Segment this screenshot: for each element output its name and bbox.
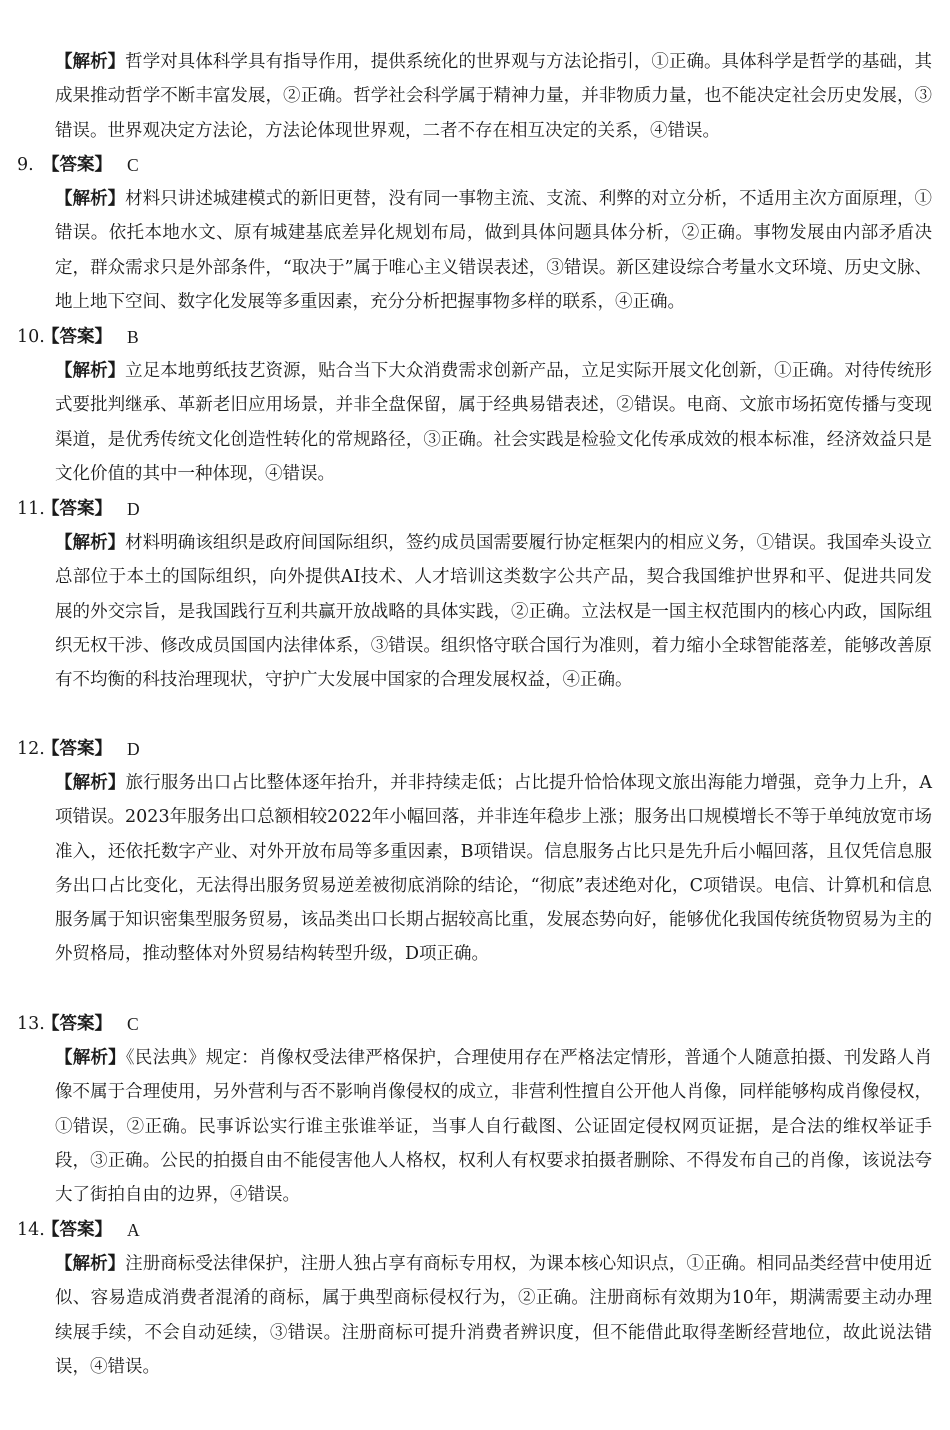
question-11 <box>0 492 950 697</box>
answer-value: D <box>127 499 140 519</box>
analysis-text: 材料只讲述城建模式的新旧更替，没有同一事物主流、支流、利弊的对立分析，不适用主次方面原理，①错误。依托本地水文、原有城建基底差异化规划布局，做到具体问题具体分析，②正确。事物发展由内部矛盾决定，群众需求只是外部条件，“取决于”属于唯心主义错误表述，③错误。新区建设综合考量水文环境、历史文脉、地上地下空间、数字化发展等多重因素，充分分析把握事物多样的联系，④正确。 <box>55 189 933 312</box>
analysis-text: 哲学对具体科学具有指导作用，提供系统化的世界观与方法论指引，①正确。具体科学是哲学的基础，其成果推动哲学不断丰富发展，②正确。哲学社会科学属于精神力量，并非物质力量，也不能决定社会历史发展，③错误。世界观决定方法论，方法论体现世界观，二者不存在相互决定的关系，④错误。 <box>55 52 933 141</box>
analysis-tag: 【解析】 <box>55 773 126 793</box>
answer-value: A <box>127 1220 140 1240</box>
analysis-tag: 【解析】 <box>55 533 126 553</box>
analysis-text: 立足本地剪纸技艺资源，贴合当下大众消费需求创新产品，立足实际开展文化创新，①正确。对待传统形式要批判继承、革新老旧应用场景，并非全盘保留，属于经典易错表述，②错误。电商、文旅市场拓宽传播与变现渠道，是优秀传统文化创造性转化的常规路径，③正确。社会实践是检验文化传承成效的根本标准，经济效益只是文化价值的其中一种体现，④错误。 <box>55 361 933 484</box>
analysis-text: 旅行服务出口占比整体逐年抬升，并非持续走低；占比提升恰恰体现文旅出海能力增强，竞争力上升，A项错误。2023年服务出口总额相较2022年小幅回落，并非连年稳步上涨；服务出口规模增长不等于单纯放宽市场准入，还依托数字产业、对外开放布局等多重因素，B项错误。信息服务占比只是先升后小幅回落，且仅凭信息服务出口占比变化，无法得出服务贸易逆差被彻底消除的结论，“彻底”表述绝对化，C项错误。电信、计算机和信息服务属于知识密集型服务贸易，该品类出口长期占据较高比重，发展态势向好，能够优化我国传统货物贸易为主的外贸格局，推动整体对外贸易结构转型升级，D项正确。 <box>55 773 932 965</box>
analysis-tag: 【解析】 <box>55 1254 126 1274</box>
answer-line <box>0 492 950 526</box>
answer-tag: 【答案】 <box>42 327 112 347</box>
analysis-paragraph <box>55 45 932 148</box>
analysis-paragraph <box>55 766 932 972</box>
analysis-paragraph <box>55 1247 932 1384</box>
answer-value: C <box>127 155 139 175</box>
answer-tag: 【答案】 <box>42 499 112 519</box>
analysis-text: 《民法典》规定：肖像权受法律严格保护，合理使用存在严格法定情形，普通个人随意拍摄、刊发路人肖像不属于合理使用，另外营利与否不影响肖像侵权的成立，非营利性擅自公开他人肖像，同样能够构成肖像侵权，①错误，②正确。民事诉讼实行谁主张谁举证，当事人自行截图、公证固定侵权网页证据，是合法的维权举证手段，③正确。公民的拍摄自由不能侵害他人人格权，权利人有权要求拍摄者删除、不得发布自己的肖像，该说法夸大了街拍自由的边界，④错误。 <box>55 1048 933 1206</box>
answer-value: C <box>127 1014 139 1034</box>
question-9 <box>0 148 950 319</box>
question-14 <box>0 1213 950 1384</box>
answer-tag: 【答案】 <box>42 155 112 175</box>
analysis-tag: 【解析】 <box>55 1048 126 1068</box>
answer-line <box>0 148 950 182</box>
answer-line <box>0 1007 950 1041</box>
analysis-paragraph <box>55 182 932 319</box>
answer-tag: 【答案】 <box>42 1014 112 1034</box>
question-number: 14. <box>17 1220 45 1240</box>
analysis-tag: 【解析】 <box>55 52 126 72</box>
question-number: 11. <box>17 499 45 519</box>
answer-line <box>0 1213 950 1247</box>
analysis-block-8 <box>0 45 950 148</box>
question-number: 13. <box>17 1014 45 1034</box>
answer-tag: 【答案】 <box>42 1220 112 1240</box>
analysis-tag: 【解析】 <box>55 189 126 209</box>
analysis-paragraph <box>55 354 932 491</box>
analysis-tag: 【解析】 <box>55 361 126 381</box>
question-13 <box>0 1007 950 1212</box>
question-12 <box>0 732 950 972</box>
analysis-paragraph <box>55 1041 932 1212</box>
answer-line <box>0 732 950 766</box>
analysis-paragraph <box>55 526 932 697</box>
question-number: 9. <box>17 155 34 175</box>
question-number: 10. <box>17 327 45 347</box>
answer-line <box>0 320 950 354</box>
answer-value: B <box>127 327 139 347</box>
analysis-text: 材料明确该组织是政府间国际组织，签约成员国需要履行协定框架内的相应义务，①错误。我国牵头设立总部位于本土的国际组织，向外提供AI技术、人才培训这类数字公共产品，契合我国维护世界和平、促进共同发展的外交宗旨，是我国践行互利共赢开放战略的具体实践，②正确。立法权是一国主权范围内的核心内政，国际组织无权干涉、修改成员国国内法律体系，③错误。组织恪守联合国行为准则，着力缩小全球智能落差，能够改善原有不均衡的科技治理现状，守护广大发展中国家的合理发展权益，④正确。 <box>55 533 933 691</box>
analysis-text: 注册商标受法律保护，注册人独占享有商标专用权，为课本核心知识点，①正确。相同品类经营中使用近似、容易造成消费者混淆的商标，属于典型商标侵权行为，②正确。注册商标有效期为10年，期满需要主动办理续展手续，不会自动延续，③错误。注册商标可提升消费者辨识度，但不能借此取得垄断经营地位，故此说法错误，④错误。 <box>55 1254 933 1377</box>
question-number: 12. <box>17 739 45 759</box>
question-10 <box>0 320 950 491</box>
answer-tag: 【答案】 <box>42 739 112 759</box>
answer-value: D <box>127 739 140 759</box>
